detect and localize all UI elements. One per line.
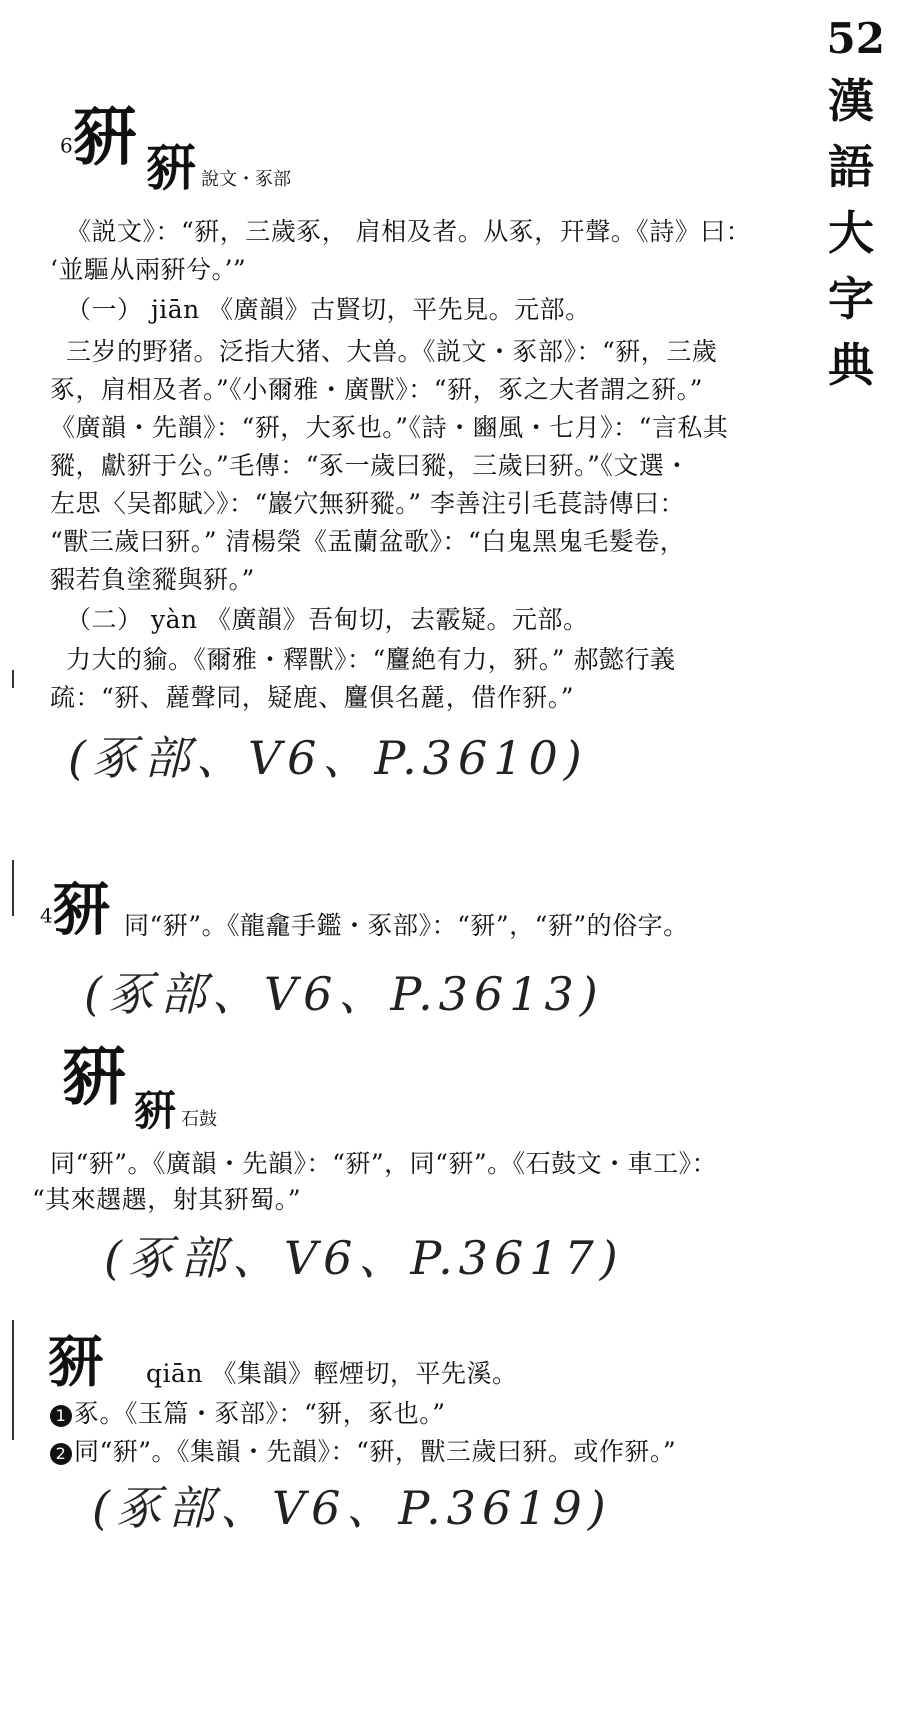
entry-1-line: 三岁的野猪。泛指大猪、大兽。《説文・豖部》：“豣，三歲 [66,337,718,366]
sense-marker: 2 [50,1443,72,1465]
stroke-count: 4 [40,903,53,928]
entry-4-headword [48,1318,104,1398]
headword-char: 豜 [52,875,111,943]
margin-mark [12,1320,14,1440]
seal-source: 石鼓 [181,1109,218,1130]
headword-char: 豣 [62,1040,126,1115]
volume-number: 52 [826,14,885,63]
handwritten-reference: (豖部、V6、P.3619) [92,1481,612,1535]
handwritten-reference: (豖部、V6、P.3613) [84,967,604,1021]
dictionary-title [825,68,877,398]
entry-4-sense-1 [50,1394,446,1430]
entry-2-text: 同“豣”。《龍龕手鑑・豖部》：“豜”，“豣”的俗字。 [124,911,689,940]
entry-1-line: 力大的貐。《爾雅・釋獸》：“麠絶有力，豣。” 郝懿行義 [66,645,676,674]
entry-1-line: 豭若負塗豵與豣。” [50,565,255,594]
seal-char: 豣 [134,1086,177,1135]
headword-char: 豣 [72,100,137,175]
seal-source: 說文・豖部 [201,169,292,190]
entry-1-line: “獸三歲曰豣。” 清楊榮《盂蘭盆歌》：“白鬼黑鬼毛髮卷， [50,527,686,556]
title-char: 大 [828,206,874,260]
title-char: 典 [828,338,874,392]
entry-4-head-text: qiān 《集韻》輕煙切，平先溪。 [146,1359,518,1388]
title-char: 漢 [828,74,874,128]
entry-1-line: 左思〈吴都賦〉》：“巖穴無豣豵。” 李善注引毛萇詩傳曰： [50,489,686,518]
entry-3-line: “其來趩趩，射其豣蜀。” [32,1185,302,1214]
sense-marker: 1 [50,1405,72,1427]
entry-3-seal [134,1078,217,1138]
entry-3-headword [62,1026,126,1118]
entry-1-line: 豵，獻豣于公。”毛傳：“豖一歲曰豵，三歲曰豣。”《文選・ [50,451,690,480]
entry-1-headword [60,86,137,178]
entry-1-line: 《説文》：“豣，三歲豖， 肩相及者。从豖，幵聲。《詩》曰： [66,217,752,246]
title-char: 字 [828,272,874,326]
sense-text: 同“豣”。《集韻・先韻》：“豣，獸三歲曰豣。或作豜。” [74,1437,677,1466]
entry-1-line: 豖，肩相及者。”《小爾雅・廣獸》：“豣，豖之大者謂之豣。” [50,375,703,404]
margin-mark [12,860,14,916]
handwritten-reference: (豖部、V6、P.3617) [104,1231,624,1285]
margin-mark [12,670,14,688]
entry-1-line: （一） jiān 《廣韻》古賢切，平先見。元部。 [66,295,591,324]
entry-4-sense-2 [50,1432,676,1468]
headword-char: 豜 [48,1329,104,1395]
entry-1-line: ‘並驅从兩豣兮。’” [50,255,247,284]
entry-1-line: 《廣韻・先韻》：“豣，大豖也。”《詩・豳風・七月》：“言私其 [50,413,729,442]
entry-1-line: （二） yàn 《廣韻》吾甸切，去霰疑。元部。 [66,605,589,634]
entry-3-line: 同“豣”。《廣韻・先韻》：“豣”，同“豣”。《石鼓文・車工》： [50,1149,718,1178]
entry-1-line: 疏：“豣、麉聲同，疑鹿、麠俱名麉，借作豣。” [50,683,575,712]
title-char: 語 [828,140,874,194]
seal-char: 豣 [146,138,196,197]
handwritten-reference: (豖部、V6、P.3610) [68,731,588,785]
sense-text: 豖。《玉篇・豖部》：“豜，豖也。” [74,1399,446,1428]
entry-2-headword [40,862,111,946]
stroke-count: 6 [60,133,73,158]
entry-1-seal [146,128,291,200]
